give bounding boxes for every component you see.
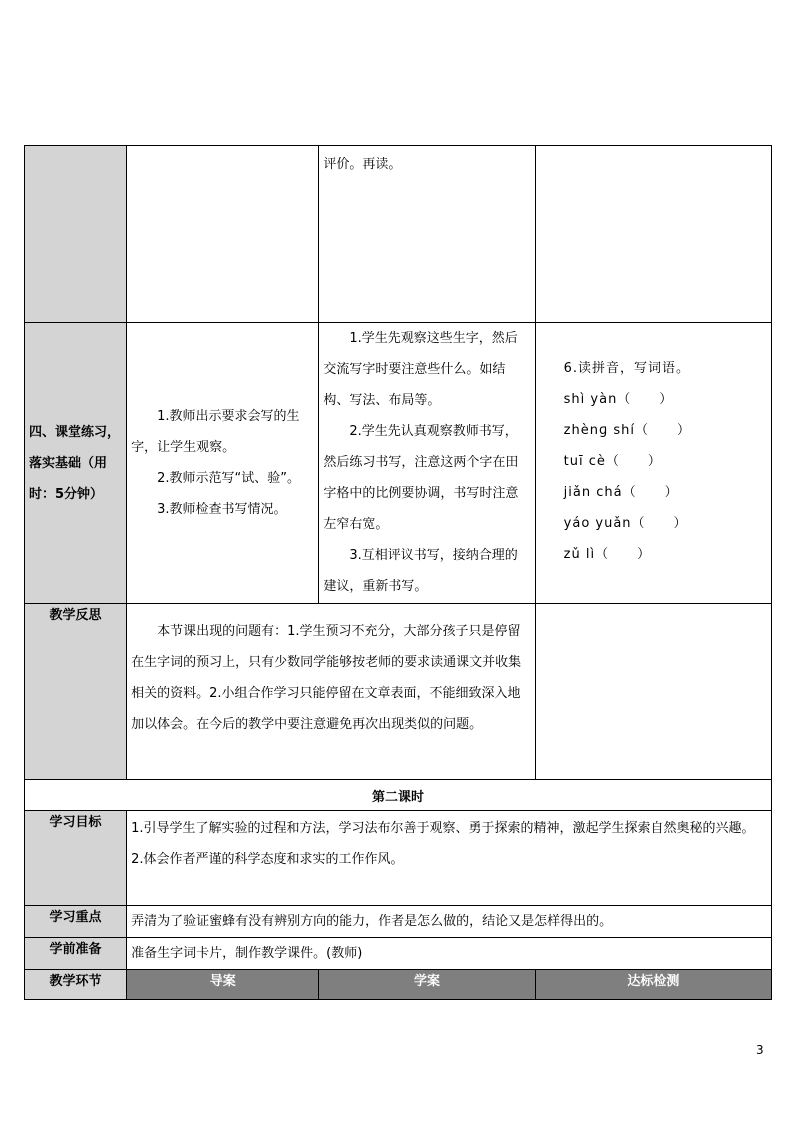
guide-cell xyxy=(127,146,319,323)
table-row xyxy=(25,970,772,1000)
table-row xyxy=(25,780,772,811)
section-title: 第二课时 xyxy=(25,780,772,811)
header-guide: 导案 xyxy=(127,970,319,1000)
study-text: 评价。再读。 xyxy=(323,157,402,172)
check-cell xyxy=(535,323,771,604)
table-row xyxy=(25,811,772,906)
table-row xyxy=(25,146,772,323)
list-item: 1.教师出示要求会写的生字，让学生观察。 xyxy=(131,409,300,455)
goals-list xyxy=(127,811,771,875)
check-cell xyxy=(535,146,771,323)
lesson-plan-table xyxy=(24,145,772,1000)
pinyin-item: tuī cè（ ） xyxy=(563,454,662,469)
study-cell xyxy=(319,323,535,604)
pinyin-item: shì yàn（ ） xyxy=(563,392,674,407)
prep-cell xyxy=(127,938,772,970)
prep-label: 学前准备 xyxy=(25,938,127,970)
check-cell xyxy=(535,604,771,780)
guide-cell xyxy=(127,323,319,604)
header-stage: 教学环节 xyxy=(25,970,127,1000)
list-item: 3.教师检查书写情况。 xyxy=(157,502,287,517)
guide-list xyxy=(127,401,318,525)
list-item: 2.教师示范写“试、验”。 xyxy=(157,471,300,486)
reflection-text: 本节课出现的问题有：1.学生预习不充分，大部分孩子只是停留在生字词的预习上，只有少数同学能够按老师的要求读通课文并收集相关的资料。2.小组合作学习只能停留在文章表面，不能细致深入地加以体会。在今后的教学中要注意避免再次出现类似的问题。 xyxy=(131,624,522,732)
table-row xyxy=(25,906,772,938)
prep-text: 准备生字词卡片，制作教学课件。(教师) xyxy=(131,946,363,961)
list-item: 2.体会作者严谨的科学态度和求实的工作作风。 xyxy=(131,852,404,867)
reflection-label: 教学反思 xyxy=(25,604,127,780)
page-number: 3 xyxy=(756,1043,764,1057)
focus-text: 弄清为了验证蜜蜂有没有辨别方向的能力，作者是怎么做的，结论又是怎样得出的。 xyxy=(131,914,613,929)
study-cell xyxy=(319,146,535,323)
exercise-title: 6.读拼音，写词语。 xyxy=(563,361,691,376)
focus-label: 学习重点 xyxy=(25,906,127,938)
pinyin-item: zhènɡ shí（ ） xyxy=(563,423,691,438)
reflection-cell xyxy=(127,604,536,780)
stage-cell xyxy=(25,323,127,604)
list-item: 3.互相评议书写，接纳合理的建议，重新书写。 xyxy=(323,548,518,594)
list-item: 2.学生先认真观察教师书写，然后练习书写，注意这两个字在田字格中的比例要协调，书写时注意左窄右宽。 xyxy=(323,424,519,532)
table-row xyxy=(25,323,772,604)
goals-cell xyxy=(127,811,772,906)
list-item: 1.学生先观察这些生字，然后交流写字时要注意些什么。如结构、写法、布局等。 xyxy=(323,331,518,408)
study-list xyxy=(319,323,534,602)
pinyin-exercise xyxy=(536,323,771,570)
pinyin-item: zǔ lì（ ） xyxy=(563,547,652,562)
header-check: 达标检测 xyxy=(535,970,771,1000)
pinyin-item: jiǎn chá（ ） xyxy=(563,485,679,500)
header-study: 学案 xyxy=(319,970,535,1000)
stage-label: 四、课堂练习，落实基础（用时：5分钟） xyxy=(29,424,121,502)
focus-cell xyxy=(127,906,772,938)
table-row xyxy=(25,938,772,970)
stage-cell xyxy=(25,146,127,323)
table-row xyxy=(25,604,772,780)
goals-label: 学习目标 xyxy=(25,811,127,906)
pinyin-item: yáo yuǎn（ ） xyxy=(563,516,688,531)
list-item: 1.引导学生了解实验的过程和方法，学习法布尔善于观察、勇于探索的精神，激起学生探索自然奥秘的兴趣。 xyxy=(131,821,755,836)
